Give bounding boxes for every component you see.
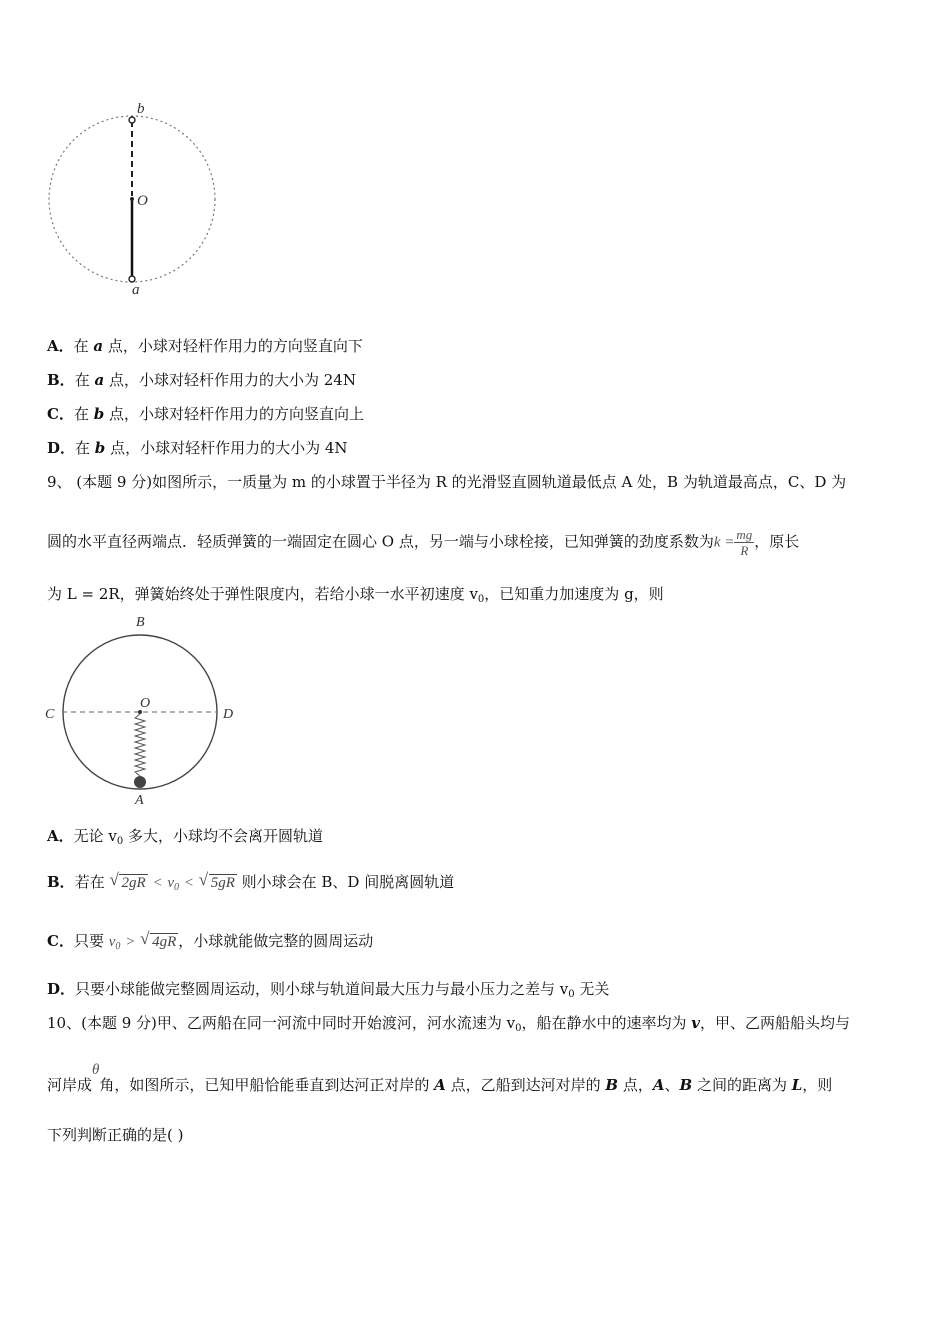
point-b-marker [129,117,135,123]
q9-option-b: B．若在 √ $2gR < v_0$ < √ 5gR 则小球会在 B、D 间脱离圆轨道 [47,870,455,893]
label-a: a [132,282,140,298]
q8-option-c: C．在 b 点，小球对轻杆作用力的方向竖直向上 [47,405,365,423]
q9-stem-line3: 为 L = 2R，弹簧始终处于弹性限度内，若给小球一水平初速度 $v_0$，已知重力加速度为 g，则 [47,585,664,605]
q9-option-a: A．无论 $v_0$ 多大，小球均不会离开圆轨道 [47,827,324,847]
label-A: A [135,793,144,808]
spring-circle-figure [40,610,250,810]
point-o-marker [130,197,134,201]
q9-stem-line1: 9、 (本题 9 分)如图所示，一质量为 m 的小球置于半径为 R 的光滑竖直圆轨道最低点 A 处，B 为轨道最高点，C、D 为 [47,473,847,491]
label-D: D [223,707,234,722]
q9-option-c: C．只要 $v_0$ > √ 4gR ，小球就能做完整的圆周运动 [47,929,374,952]
k-fraction: $\frac{mg}{R}$ [736,527,753,558]
q8-option-d: D．在 b 点，小球对轻杆作用力的大小为 4N [47,439,348,457]
sqrt-2gR: √ 2gR [109,870,146,891]
label-B: B [136,615,145,630]
label-b: b [137,101,145,117]
q8-option-b: B．在 a 点，小球对轻杆作用力的大小为 24N [47,371,356,389]
sqrt-4gR: √ 4gR [140,929,177,950]
q10-stem-line1: 10、(本题 9 分)甲、乙两船在同一河流中同时开始渡河，河水流速为 $v_0$，船在静水中的速率均为 v，甲、乙两船船头均与 [47,1014,851,1034]
ball [134,776,146,788]
q8-option-a: A．在 a 点，小球对轻杆作用力的方向竖直向下 [47,337,363,355]
spring [135,714,145,776]
rod-circle-figure [40,98,230,298]
label-C: C [45,707,55,722]
q10-stem-line2: 河岸成θ角，如图所示，已知甲船恰能垂直到达河正对岸的 A 点，乙船到达河对岸的 B 点，A、B 之间的距离为 L，则 [47,1062,833,1094]
sqrt-5gR: √ 5gR [198,870,235,891]
q9-option-d: D．只要小球能做完整圆周运动，则小球与轨道间最大压力与最小压力之差与 $v_0$ 无关 [47,980,610,1000]
label-O: O [140,696,151,711]
q10-stem-line3: 下列判断正确的是( ) [47,1126,184,1144]
label-o: O [137,193,148,209]
q9-stem-line2: 圆的水平直径两端点．轻质弹簧的一端固定在圆心 O 点，另一端与小球栓接，已知弹簧的劲度系数为k = $\frac{mg}{R}$ ，原长 [47,527,800,558]
